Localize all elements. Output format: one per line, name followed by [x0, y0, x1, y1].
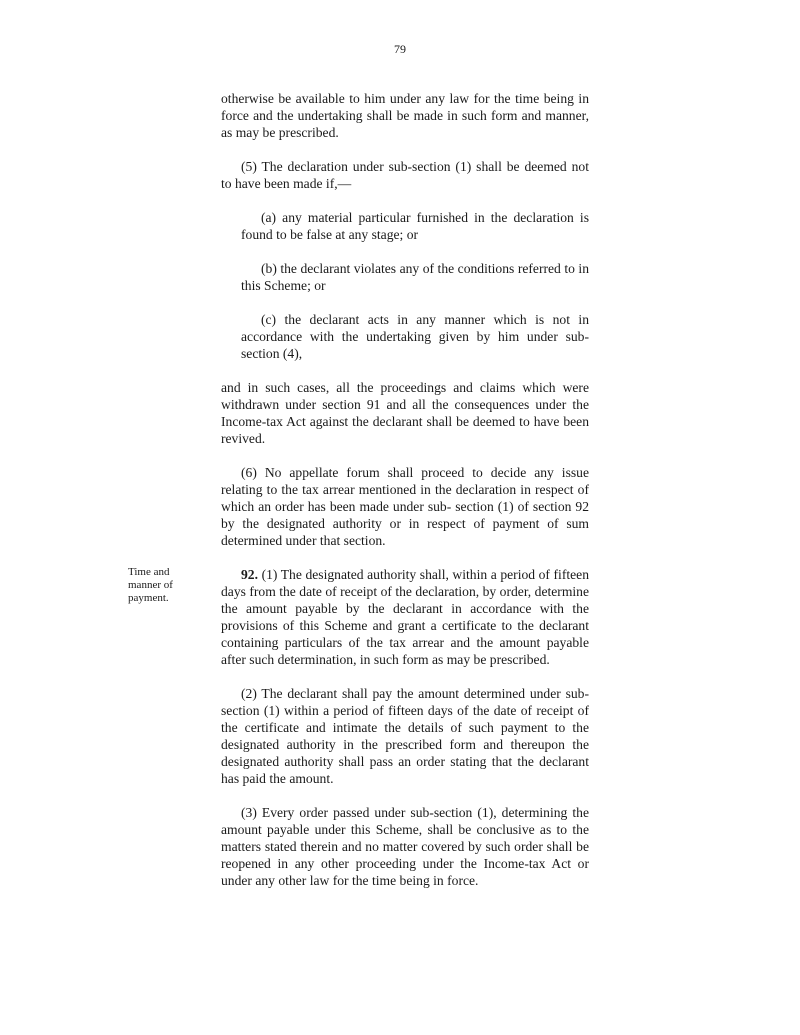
clause-c: (c) the declarant acts in any manner which is not in accordance with the undertaking given by him under sub-section (4), [241, 312, 589, 361]
clause-b: (b) the declarant violates any of the conditions referred to in this Scheme; or [241, 261, 589, 293]
paragraph-92-subsection-2: (2) The declarant shall pay the amount determined under sub-section (1) within a period of fifteen days of the date of receipt of the certificate and intimate the details of such payment to the designated authority in the prescribed form and thereupon the designated authority shall pass an order stating that the declarant has paid the amount. [221, 686, 589, 786]
paragraph-continuation: otherwise be available to him under any law for the time being in force and the undertaking shall be made in such form and manner, as may be prescribed. [221, 91, 589, 140]
paragraph-subsection-5: (5) The declaration under sub-section (1) shall be deemed not to have been made if,— [221, 159, 589, 191]
clause-a: (a) any material particular furnished in the declaration is found to be false at any stage; or [241, 210, 589, 242]
document-body [221, 90, 589, 906]
page-number: 79 [394, 42, 406, 56]
section-92-text: (1) The designated authority shall, within a period of fifteen days from the date of receipt of the declaration, by order, determine the amount payable by the declarant in accordance with the provisions of this Scheme and grant a certificate to the declarant containing particulars of the tax arrear and the amount payable after such determination, in such form as may be prescribed. [221, 567, 590, 667]
paragraph-revival: and in such cases, all the proceedings and claims which were withdrawn under section 91 and all the consequences under the Income-tax Act against the declarant shall be deemed to have been revived. [221, 380, 589, 446]
paragraph-subsection-6: (6) No appellate forum shall proceed to decide any issue relating to the tax arrear mentioned in the declaration in respect of which an order has been made under sub- section (1) of section 92 by the designated authority or in respect of payment of sum determined under that section. [221, 465, 589, 548]
margin-note-line: manner of [128, 579, 173, 591]
margin-note-section-92 [128, 566, 198, 605]
paragraph-92-subsection-3: (3) Every order passed under sub-section (1), determining the amount payable under this Scheme, shall be conclusive as to the matters stated therein and no matter covered by such order shall be reopened in any other proceeding under the Income-tax Act or under any other law for the time being in force. [221, 805, 589, 888]
paragraph-section-92 [221, 566, 589, 668]
margin-note-line: Time and [128, 566, 170, 578]
section-number: 92. [241, 567, 258, 582]
margin-note-line: payment. [128, 592, 169, 604]
